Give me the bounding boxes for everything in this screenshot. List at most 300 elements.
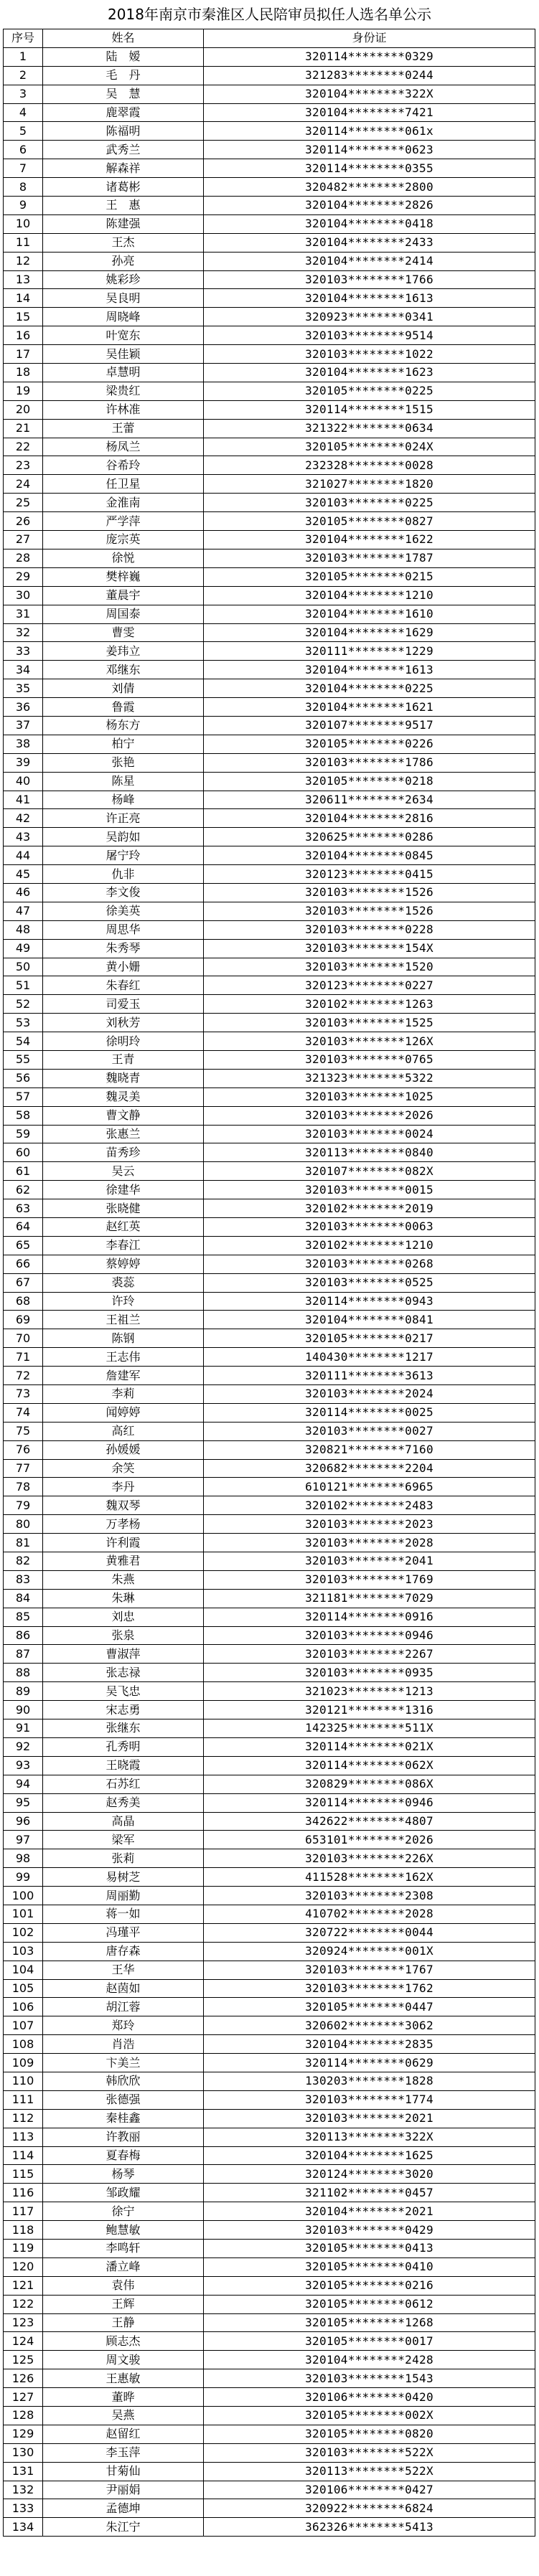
table-row xyxy=(4,85,535,103)
cell-name: 周国泰 xyxy=(43,605,204,623)
cell-seq: 104 xyxy=(4,1961,43,1979)
cell-seq: 82 xyxy=(4,1552,43,1571)
table-row xyxy=(4,1775,535,1793)
cell-id: 410702********2028 xyxy=(204,1905,535,1923)
cell-name: 陈建强 xyxy=(43,214,204,233)
table-row xyxy=(4,642,535,661)
cell-name: 刘忠 xyxy=(43,1608,204,1626)
cell-name: 魏灵美 xyxy=(43,1088,204,1106)
table-row xyxy=(4,270,535,289)
table-row xyxy=(4,2184,535,2202)
cell-id: 320682********2204 xyxy=(204,1459,535,1478)
cell-id: 320829********086X xyxy=(204,1775,535,1793)
cell-seq: 2 xyxy=(4,66,43,85)
cell-seq: 85 xyxy=(4,1608,43,1626)
cell-name: 许玲 xyxy=(43,1292,204,1311)
cell-name: 裘蕊 xyxy=(43,1273,204,1292)
cell-id: 320105********024X xyxy=(204,438,535,456)
cell-name: 鲁霞 xyxy=(43,698,204,717)
table-row xyxy=(4,2146,535,2165)
cell-seq: 17 xyxy=(4,345,43,364)
cell-seq: 131 xyxy=(4,2462,43,2481)
table-row xyxy=(4,308,535,326)
table-row xyxy=(4,1942,535,1961)
cell-id: 320121********1316 xyxy=(204,1701,535,1719)
cell-id: 320105********0827 xyxy=(204,512,535,531)
table-row xyxy=(4,419,535,438)
cell-seq: 124 xyxy=(4,2332,43,2351)
cell-seq: 4 xyxy=(4,103,43,122)
cell-name: 樊梓巍 xyxy=(43,567,204,586)
cell-id: 320103********1022 xyxy=(204,345,535,364)
table-row xyxy=(4,364,535,382)
table-row xyxy=(4,772,535,791)
table-row xyxy=(4,233,535,252)
cell-id: 320104********2433 xyxy=(204,233,535,252)
table-row xyxy=(4,2443,535,2462)
table-row xyxy=(4,1440,535,1459)
cell-name: 柏宁 xyxy=(43,735,204,753)
cell-id: 320105********1268 xyxy=(204,2313,535,2332)
cell-id: 320103********1774 xyxy=(204,2090,535,2109)
cell-seq: 119 xyxy=(4,2239,43,2257)
cell-seq: 89 xyxy=(4,1682,43,1701)
table-row xyxy=(4,2499,535,2518)
cell-id: 320114********0946 xyxy=(204,1793,535,1812)
cell-id: 320114********0623 xyxy=(204,141,535,159)
cell-id: 320103********0268 xyxy=(204,1255,535,1273)
cell-seq: 39 xyxy=(4,753,43,772)
cell-name: 陆 嫒 xyxy=(43,47,204,66)
table-row xyxy=(4,2481,535,2499)
cell-id: 320114********0355 xyxy=(204,159,535,178)
cell-seq: 40 xyxy=(4,772,43,791)
cell-name: 孙媛媛 xyxy=(43,1440,204,1459)
cell-id: 320114********062X xyxy=(204,1756,535,1775)
cell-name: 鲍慧敏 xyxy=(43,2221,204,2240)
table-row xyxy=(4,1645,535,1664)
table-row xyxy=(4,2313,535,2332)
table-row xyxy=(4,958,535,976)
cell-id: 320123********0415 xyxy=(204,865,535,884)
cell-name: 叶宽东 xyxy=(43,326,204,345)
cell-seq: 99 xyxy=(4,1868,43,1887)
cell-seq: 15 xyxy=(4,308,43,326)
cell-id: 320105********0612 xyxy=(204,2295,535,2313)
cell-id: 320103********2026 xyxy=(204,1106,535,1125)
table-row xyxy=(4,549,535,567)
cell-name: 詹建军 xyxy=(43,1367,204,1385)
cell-id: 320104********1629 xyxy=(204,623,535,642)
cell-name: 张晓健 xyxy=(43,1199,204,1218)
cell-seq: 9 xyxy=(4,197,43,215)
table-body xyxy=(4,47,535,2536)
table-row xyxy=(4,1403,535,1422)
table-row xyxy=(4,1329,535,1348)
cell-name: 赵留红 xyxy=(43,2425,204,2443)
cell-id: 320922********6824 xyxy=(204,2499,535,2518)
cell-name: 袁伟 xyxy=(43,2276,204,2295)
cell-name: 魏晓青 xyxy=(43,1069,204,1088)
cell-id: 142325********511X xyxy=(204,1719,535,1738)
cell-seq: 92 xyxy=(4,1737,43,1756)
cell-id: 320103********2021 xyxy=(204,2109,535,2128)
table-row xyxy=(4,1570,535,1589)
cell-name: 邓继东 xyxy=(43,661,204,679)
table-row xyxy=(4,1162,535,1181)
cell-name: 王辉 xyxy=(43,2295,204,2313)
cell-name: 朱春红 xyxy=(43,976,204,995)
cell-seq: 78 xyxy=(4,1478,43,1496)
cell-seq: 34 xyxy=(4,661,43,679)
cell-name: 仇非 xyxy=(43,865,204,884)
cell-name: 许教丽 xyxy=(43,2128,204,2146)
cell-seq: 120 xyxy=(4,2257,43,2276)
cell-name: 赵红英 xyxy=(43,1218,204,1237)
cell-id: 320114********0943 xyxy=(204,1292,535,1311)
cell-name: 屠宁玲 xyxy=(43,846,204,865)
table-row xyxy=(4,214,535,233)
cell-id: 320104********7421 xyxy=(204,103,535,122)
cell-id: 320105********0225 xyxy=(204,382,535,400)
cell-name: 吴佳颖 xyxy=(43,345,204,364)
cell-name: 孔秀明 xyxy=(43,1737,204,1756)
cell-id: 320105********002X xyxy=(204,2407,535,2425)
cell-seq: 45 xyxy=(4,865,43,884)
cell-seq: 86 xyxy=(4,1626,43,1645)
cell-id: 320114********0916 xyxy=(204,1608,535,1626)
cell-id: 320124********3020 xyxy=(204,2165,535,2184)
cell-id: 320102********1263 xyxy=(204,995,535,1014)
cell-id: 320114********1515 xyxy=(204,400,535,419)
table-row xyxy=(4,1236,535,1255)
cell-id: 320103********1520 xyxy=(204,958,535,976)
cell-name: 杨凤兰 xyxy=(43,438,204,456)
cell-id: 320103********0765 xyxy=(204,1050,535,1069)
table-row xyxy=(4,2016,535,2035)
table-row xyxy=(4,920,535,939)
cell-name: 余笑 xyxy=(43,1459,204,1478)
table-row xyxy=(4,1199,535,1218)
cell-id: 320111********3613 xyxy=(204,1367,535,1385)
cell-name: 王惠敏 xyxy=(43,2369,204,2388)
cell-id: 320104********2826 xyxy=(204,197,535,215)
cell-name: 金淮南 xyxy=(43,494,204,512)
cell-name: 高红 xyxy=(43,1422,204,1440)
cell-name: 解森祥 xyxy=(43,159,204,178)
cell-id: 320114********061x xyxy=(204,122,535,141)
cell-id: 321283********0244 xyxy=(204,66,535,85)
cell-seq: 128 xyxy=(4,2407,43,2425)
table-row xyxy=(4,159,535,178)
table-row xyxy=(4,1478,535,1496)
cell-name: 徐建华 xyxy=(43,1181,204,1199)
cell-seq: 117 xyxy=(4,2202,43,2221)
cell-name: 王 惠 xyxy=(43,197,204,215)
cell-seq: 49 xyxy=(4,939,43,958)
table-row xyxy=(4,1069,535,1088)
cell-seq: 56 xyxy=(4,1069,43,1088)
table-row xyxy=(4,1125,535,1143)
cell-seq: 55 xyxy=(4,1050,43,1069)
cell-id: 320105********0226 xyxy=(204,735,535,753)
cell-name: 李鸣轩 xyxy=(43,2239,204,2257)
cell-id: 320103********1543 xyxy=(204,2369,535,2388)
table-row xyxy=(4,1348,535,1367)
cell-id: 321027********1820 xyxy=(204,475,535,494)
cell-seq: 97 xyxy=(4,1831,43,1849)
cell-id: 320103********0946 xyxy=(204,1626,535,1645)
table-row xyxy=(4,122,535,141)
cell-name: 陈钢 xyxy=(43,1329,204,1348)
cell-name: 李春江 xyxy=(43,1236,204,1255)
table-row xyxy=(4,1143,535,1162)
cell-seq: 25 xyxy=(4,494,43,512)
table-row xyxy=(4,1218,535,1237)
cell-seq: 125 xyxy=(4,2351,43,2369)
cell-seq: 105 xyxy=(4,1979,43,1998)
cell-name: 许林准 xyxy=(43,400,204,419)
cell-seq: 73 xyxy=(4,1385,43,1404)
cell-name: 徐悦 xyxy=(43,549,204,567)
cell-seq: 101 xyxy=(4,1905,43,1923)
cell-id: 320103********9514 xyxy=(204,326,535,345)
cell-seq: 91 xyxy=(4,1719,43,1738)
cell-id: 320104********1613 xyxy=(204,661,535,679)
table-row xyxy=(4,2090,535,2109)
cell-name: 吴飞忠 xyxy=(43,1682,204,1701)
cell-name: 周文骏 xyxy=(43,2351,204,2369)
cell-seq: 93 xyxy=(4,1756,43,1775)
cell-seq: 127 xyxy=(4,2388,43,2407)
cell-seq: 94 xyxy=(4,1775,43,1793)
cell-name: 邹政耀 xyxy=(43,2184,204,2202)
cell-seq: 41 xyxy=(4,791,43,809)
cell-name: 吴 慧 xyxy=(43,85,204,103)
cell-id: 320103********1025 xyxy=(204,1088,535,1106)
cell-id: 320105********0215 xyxy=(204,567,535,586)
cell-name: 许正亮 xyxy=(43,809,204,828)
cell-id: 320104********0845 xyxy=(204,846,535,865)
table-row xyxy=(4,345,535,364)
table-row xyxy=(4,2407,535,2425)
table-row xyxy=(4,791,535,809)
cell-id: 320104********1622 xyxy=(204,531,535,549)
cell-id: 411528********162X xyxy=(204,1868,535,1887)
cell-name: 宋志勇 xyxy=(43,1701,204,1719)
table-row xyxy=(4,1292,535,1311)
cell-seq: 29 xyxy=(4,567,43,586)
cell-id: 320105********0218 xyxy=(204,772,535,791)
table-row xyxy=(4,1979,535,1998)
cell-seq: 57 xyxy=(4,1088,43,1106)
cell-seq: 6 xyxy=(4,141,43,159)
cell-seq: 48 xyxy=(4,920,43,939)
cell-id: 320114********021X xyxy=(204,1737,535,1756)
cell-seq: 111 xyxy=(4,2090,43,2109)
cell-id: 320103********1526 xyxy=(204,883,535,902)
cell-name: 李玉萍 xyxy=(43,2443,204,2462)
cell-id: 320103********0063 xyxy=(204,1218,535,1237)
cell-seq: 1 xyxy=(4,47,43,66)
cell-id: 140430********1217 xyxy=(204,1348,535,1367)
cell-id: 320107********082X xyxy=(204,1162,535,1181)
cell-name: 吴韵如 xyxy=(43,828,204,846)
cell-seq: 66 xyxy=(4,1255,43,1273)
cell-seq: 90 xyxy=(4,1701,43,1719)
table-row xyxy=(4,1682,535,1701)
cell-name: 吴燕 xyxy=(43,2407,204,2425)
cell-id: 320102********1210 xyxy=(204,1236,535,1255)
cell-seq: 12 xyxy=(4,252,43,270)
cell-id: 320113********522X xyxy=(204,2462,535,2481)
table-row xyxy=(4,1422,535,1440)
cell-id: 320104********1621 xyxy=(204,698,535,717)
cell-id: 321181********7029 xyxy=(204,1589,535,1608)
header-name: 姓名 xyxy=(43,29,204,48)
cell-seq: 5 xyxy=(4,122,43,141)
table-row xyxy=(4,679,535,698)
table-row xyxy=(4,2332,535,2351)
cell-name: 胡江蓉 xyxy=(43,1998,204,2016)
cell-name: 徐明玲 xyxy=(43,1032,204,1051)
table-row xyxy=(4,1887,535,1905)
cell-seq: 80 xyxy=(4,1515,43,1534)
cell-id: 321102********0457 xyxy=(204,2184,535,2202)
cell-name: 孙亮 xyxy=(43,252,204,270)
cell-name: 肖浩 xyxy=(43,2035,204,2054)
cell-id: 320104********1625 xyxy=(204,2146,535,2165)
cell-name: 杨峰 xyxy=(43,791,204,809)
cell-name: 王蕾 xyxy=(43,419,204,438)
table-row xyxy=(4,2351,535,2369)
cell-id: 320103********2041 xyxy=(204,1552,535,1571)
cell-seq: 112 xyxy=(4,2109,43,2128)
cell-name: 顾志杰 xyxy=(43,2332,204,2351)
table-row xyxy=(4,623,535,642)
table-row xyxy=(4,326,535,345)
table-row xyxy=(4,1719,535,1738)
cell-id: 320105********0410 xyxy=(204,2257,535,2276)
cell-name: 黄小姗 xyxy=(43,958,204,976)
cell-seq: 47 xyxy=(4,902,43,920)
table-row xyxy=(4,494,535,512)
cell-seq: 18 xyxy=(4,364,43,382)
table-row xyxy=(4,716,535,735)
cell-name: 朱琳 xyxy=(43,1589,204,1608)
cell-id: 320103********2028 xyxy=(204,1534,535,1552)
cell-id: 320103********1526 xyxy=(204,902,535,920)
cell-seq: 84 xyxy=(4,1589,43,1608)
table-row xyxy=(4,1998,535,2016)
cell-seq: 75 xyxy=(4,1422,43,1440)
table-row xyxy=(4,178,535,197)
cell-seq: 37 xyxy=(4,716,43,735)
table-row xyxy=(4,103,535,122)
cell-name: 董晨宇 xyxy=(43,586,204,605)
cell-seq: 28 xyxy=(4,549,43,567)
cell-name: 夏春梅 xyxy=(43,2146,204,2165)
cell-name: 高晶 xyxy=(43,1812,204,1831)
cell-id: 320113********0840 xyxy=(204,1143,535,1162)
cell-name: 徐美英 xyxy=(43,902,204,920)
cell-seq: 11 xyxy=(4,233,43,252)
cell-seq: 118 xyxy=(4,2221,43,2240)
cell-seq: 44 xyxy=(4,846,43,865)
cell-id: 342622********4807 xyxy=(204,1812,535,1831)
cell-name: 韩欣欣 xyxy=(43,2072,204,2090)
cell-name: 郑玲 xyxy=(43,2016,204,2035)
table-row xyxy=(4,1014,535,1032)
cell-name: 李丹 xyxy=(43,1478,204,1496)
table-row xyxy=(4,1273,535,1292)
cell-seq: 77 xyxy=(4,1459,43,1478)
cell-seq: 74 xyxy=(4,1403,43,1422)
cell-name: 曹文静 xyxy=(43,1106,204,1125)
table-row xyxy=(4,1905,535,1923)
cell-seq: 20 xyxy=(4,400,43,419)
table-row xyxy=(4,66,535,85)
cell-name: 刘倩 xyxy=(43,679,204,698)
cell-name: 庞宗英 xyxy=(43,531,204,549)
cell-seq: 38 xyxy=(4,735,43,753)
cell-name: 司爱玉 xyxy=(43,995,204,1014)
cell-seq: 43 xyxy=(4,828,43,846)
cell-seq: 3 xyxy=(4,85,43,103)
cell-seq: 53 xyxy=(4,1014,43,1032)
cell-seq: 70 xyxy=(4,1329,43,1348)
cell-seq: 113 xyxy=(4,2128,43,2146)
table-row xyxy=(4,902,535,920)
cell-id: 320103********2024 xyxy=(204,1385,535,1404)
header-id: 身份证 xyxy=(204,29,535,48)
cell-seq: 35 xyxy=(4,679,43,698)
cell-seq: 109 xyxy=(4,2054,43,2072)
cell-id: 320123********0227 xyxy=(204,976,535,995)
cell-name: 王晓霞 xyxy=(43,1756,204,1775)
table-row xyxy=(4,753,535,772)
cell-seq: 30 xyxy=(4,586,43,605)
table-row xyxy=(4,809,535,828)
cell-name: 朱秀琴 xyxy=(43,939,204,958)
cell-name: 李莉 xyxy=(43,1385,204,1404)
cell-name: 陈福明 xyxy=(43,122,204,141)
table-row xyxy=(4,1589,535,1608)
cell-seq: 32 xyxy=(4,623,43,642)
table-row xyxy=(4,1831,535,1849)
cell-id: 320111********1229 xyxy=(204,642,535,661)
cell-seq: 58 xyxy=(4,1106,43,1125)
table-row xyxy=(4,2295,535,2313)
cell-id: 232328********0028 xyxy=(204,456,535,475)
cell-seq: 26 xyxy=(4,512,43,531)
cell-seq: 76 xyxy=(4,1440,43,1459)
table-row xyxy=(4,512,535,531)
header-seq: 序号 xyxy=(4,29,43,48)
cell-seq: 72 xyxy=(4,1367,43,1385)
cell-id: 320113********322X xyxy=(204,2128,535,2146)
cell-seq: 52 xyxy=(4,995,43,1014)
cell-name: 梁军 xyxy=(43,1831,204,1849)
cell-id: 320104********2414 xyxy=(204,252,535,270)
table-row xyxy=(4,1737,535,1756)
cell-name: 曹雯 xyxy=(43,623,204,642)
table-row xyxy=(4,846,535,865)
table-row xyxy=(4,1608,535,1626)
cell-seq: 126 xyxy=(4,2369,43,2388)
cell-seq: 95 xyxy=(4,1793,43,1812)
table-row xyxy=(4,2072,535,2090)
